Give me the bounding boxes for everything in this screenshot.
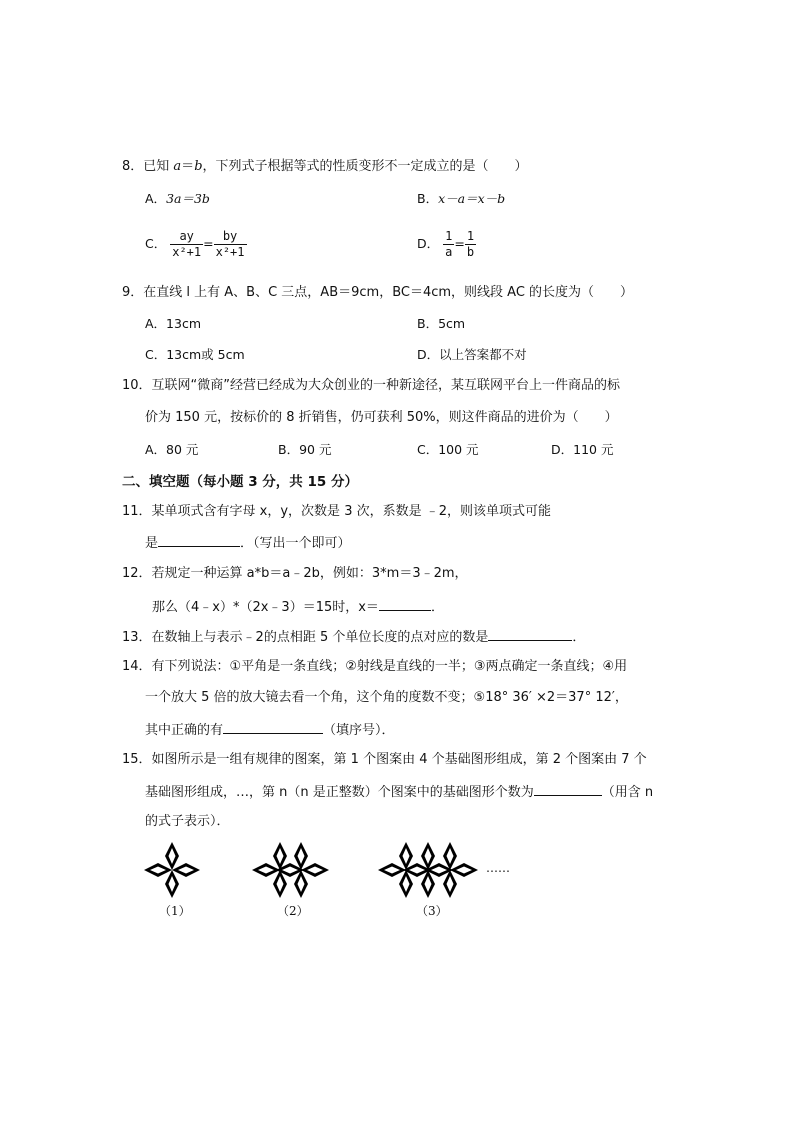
q9-stem: 9．在直线 l 上有 A、B、C 三点，AB＝9cm，BC＝4cm，则线段 AC 的长度为（ ） <box>122 285 634 300</box>
q8-option-d <box>417 226 476 262</box>
q8-c-num1: ay <box>170 229 203 245</box>
q11-line2 <box>145 532 351 554</box>
q8-c-fraction-left <box>170 229 203 260</box>
q10-option-a: A．80 元 <box>145 442 199 457</box>
q8-d-den1: a <box>445 245 453 259</box>
q15-caption-3: （3） <box>416 904 448 918</box>
q12-prefix: 那么（4﹣x）*（2x﹣3）＝15时，x＝ <box>152 600 379 615</box>
q8-d-num1: 1 <box>445 229 453 243</box>
q11-prefix: 是 <box>145 536 159 551</box>
q11-line1: 11．某单项式含有字母 x，y，次数是 3 次，系数是 ﹣2，则该单项式可能 <box>122 504 552 519</box>
q8-stem-suffix: ，下列式子根据等式的性质变形不一定成立的是（ ） <box>202 159 528 174</box>
q9-option-d: D．以上答案都不对 <box>417 347 527 362</box>
q8-eq: ＝ <box>181 159 195 174</box>
q8-var-a: a <box>173 159 182 174</box>
q15-text: 基础图形组成，…，第 n（n 是正整数）个图案中的基础图形个数为 <box>145 785 534 800</box>
q15-line1: 15．如图所示是一组有规律的图案，第 1 个图案由 4 个基础图形组成，第 2 个图案由 7 个 <box>122 752 647 767</box>
q13-text: 13．在数轴上与表示﹣2的点相距 5 个单位长度的点对应的数是 <box>122 630 489 645</box>
q8-d-eq: = <box>454 236 465 251</box>
q9-option-b: B．5cm <box>417 316 466 331</box>
q8-c-label: C． <box>145 236 167 251</box>
q14-prefix: 其中正确的有 <box>145 723 224 738</box>
q8-b-text: x－a＝x－b <box>438 191 506 206</box>
q8-option-a <box>145 189 210 209</box>
q15-caption-1: （1） <box>159 904 191 918</box>
pattern-1 <box>144 842 200 898</box>
q8-d-den2: b <box>466 245 475 259</box>
q14-line1: 14．有下列说法：①平角是一条直线；②射线是直线的一半；③两点确定一条直线；④用 <box>122 659 628 674</box>
q12-suffix: ． <box>430 600 444 615</box>
q10-option-d: D．110 元 <box>551 442 614 457</box>
q15-answer-blank <box>534 781 602 796</box>
q12-line2 <box>152 596 444 618</box>
q8-d-num2: 1 <box>466 229 475 243</box>
q8-d-fraction-left <box>443 229 454 260</box>
q14-answer-blank <box>223 719 323 734</box>
q12-answer-blank <box>379 596 431 611</box>
q15-dots: …… <box>486 861 510 875</box>
q8-c-den2: x²+1 <box>215 245 245 259</box>
q8-b-label: B． <box>417 191 439 206</box>
q8-stem-prefix: 8．已知 <box>122 159 174 174</box>
q15-caption-2: （2） <box>277 904 309 918</box>
q14-suffix: （填序号）． <box>323 723 395 738</box>
q8-var-b: b <box>194 159 203 174</box>
q10-stem-line1: 10．互联网“微商”经营已经成为大众创业的一种新途径，某互联网平台上一件商品的标 <box>122 378 621 393</box>
q9-option-a: A．13cm <box>145 316 202 331</box>
q10-option-c: C．100 元 <box>417 442 479 457</box>
q9-option-c: C．13cm或 5cm <box>145 347 245 362</box>
pattern-3 <box>378 842 478 898</box>
q8-d-label: D． <box>417 236 440 251</box>
q10-option-b: B．90 元 <box>278 442 332 457</box>
q8-c-num2: by <box>214 229 247 245</box>
q14-line3 <box>145 719 395 741</box>
q8-c-fraction-right <box>214 229 247 260</box>
q13-line <box>122 626 585 648</box>
q14-line2: 一个放大 5 倍的放大镜去看一个角，这个角的度数不变；⑤18° 36′ ×2＝37° 12′， <box>145 690 628 705</box>
q8-d-fraction-right <box>465 229 476 260</box>
q11-suffix: ．（写出一个即可） <box>240 536 351 551</box>
q8-a-text: 3a＝3b <box>166 191 210 206</box>
q13-answer-blank <box>488 626 572 641</box>
q15-suffix: （用含 n <box>601 785 654 800</box>
q15-line2 <box>145 781 653 803</box>
q15-pattern-figure <box>0 838 794 928</box>
q8-a-label: A． <box>145 191 167 206</box>
q13-end: ． <box>572 630 586 645</box>
q8-stem <box>122 157 528 177</box>
q8-c-den1: x²+1 <box>172 245 202 259</box>
q11-answer-blank <box>158 532 240 547</box>
q10-stem-line2: 价为 150 元，按标价的 8 折销售，仍可获利 50%，则这件商品的进价为（ ） <box>145 410 618 425</box>
q8-option-c <box>145 226 247 262</box>
section-heading: 二、填空题（每小题 3 分，共 15 分） <box>122 474 358 490</box>
q8-option-b <box>417 189 505 209</box>
pattern-2 <box>252 842 329 898</box>
q15-line3: 的式子表示）． <box>145 814 230 829</box>
q12-line1: 12．若规定一种运算 a*b＝a﹣2b，例如：3*m＝3﹣2m， <box>122 566 468 581</box>
q8-c-eq: = <box>203 236 214 251</box>
